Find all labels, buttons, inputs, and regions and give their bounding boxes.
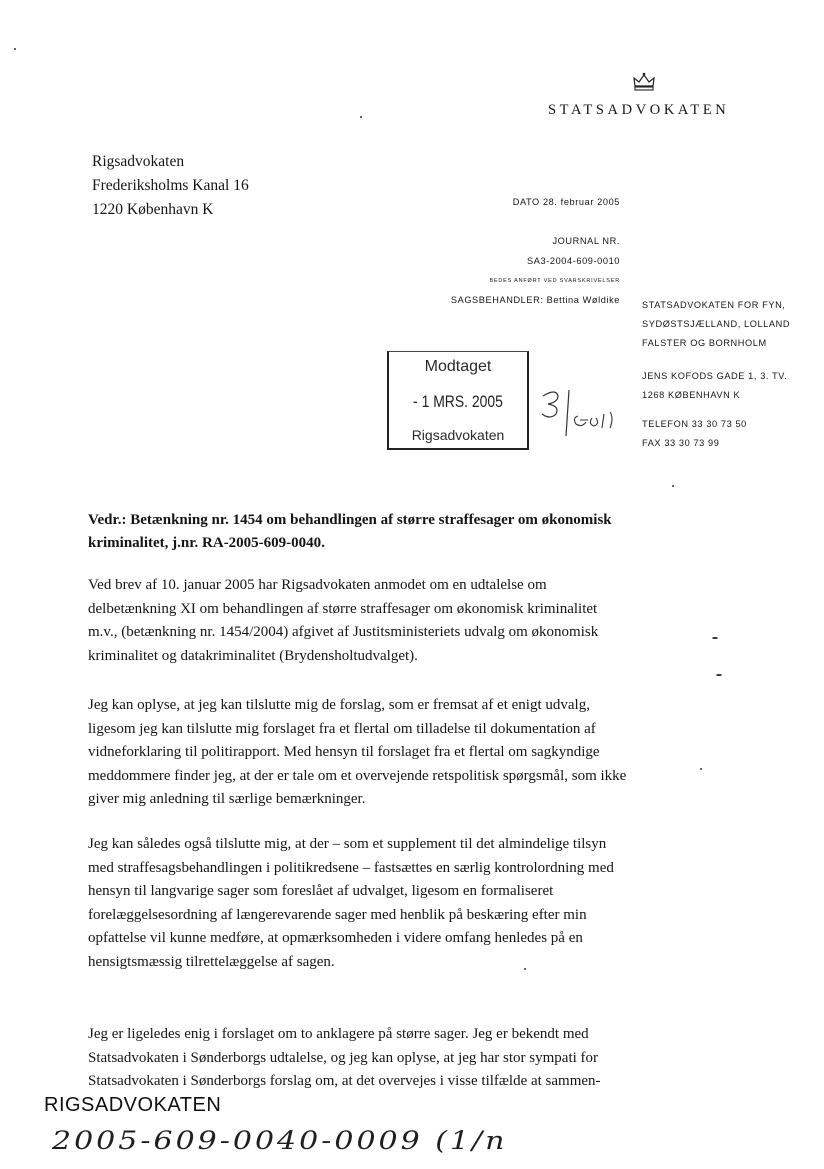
recipient-address [92,150,249,222]
stamp-org: Rigsadvokaten [411,427,505,443]
office-info [642,296,790,453]
office-line: SYDØSTSJÆLLAND, LOLLAND [642,318,791,329]
office-fax: FAX 33 30 73 99 [642,437,720,448]
scan-speck [700,768,702,770]
body-paragraph: Jeg kan oplyse, at jeg kan tilslutte mig de forslag, som er fremsat af et enigt udvalg, ligesom jeg kan tilslutte mig forslaget fra et flertal om tilladelse til dokumentation af vidneforklaring til politirapport. Med hensyn til forslaget fra et flertal om sagkyndige meddommere finder jeg, at der er tale om et overvejende retspolitisk spørgsmål, som ikke giver mig anledning til særlige bemærkninger. [88,697,627,808]
case-officer: SAGSBEHANDLER: Bettina Wøldike [450,295,620,305]
letterhead-brand: STATSADVOKATEN [548,102,730,118]
stamp-date: - 1 MRS. 2005 [413,392,503,411]
recipient-line: Frederiksholms Kanal 16 [92,177,249,194]
office-line: FALSTER OG BORNHOLM [642,337,767,348]
scan-speck [14,48,16,50]
scan-speck [360,116,362,118]
office-phone: TELEFON 33 30 73 50 [642,418,747,429]
recipient-line: Rigsadvokaten [92,153,185,170]
letter-subject: Vedr.: Betænkning nr. 1454 om behandlingen af større straffesager om økonomisk kriminalitet, j.nr. RA-2005-609-0040. [88,512,612,551]
office-address: 1268 KØBENHAVN K [642,390,741,401]
office-line: STATSADVOKATEN FOR FYN, [642,300,786,310]
body-paragraph: Ved brev af 10. januar 2005 har Rigsadvokaten anmodet om en udtalelse om delbetænkning XI om behandlingen af større straffesager om økonomisk kriminalitet m.v., (betænkning nr. 1454/2004) afgivet af Justitsministeriets udvalg om økonomisk kriminalitet og datakriminalitet (Brydensholtudvalget). [88,577,599,664]
scan-speck [672,485,674,487]
handwritten-mark-icon [538,388,648,448]
crown-emblem-icon [632,72,656,94]
journal-number: SA3-2004-609-0010 [527,256,620,266]
received-stamp [387,351,529,450]
office-address: JENS KOFODS GADE 1, 3. TV. [642,371,788,382]
stamp-title: Modtaget [424,358,492,375]
journal-label: JOURNAL NR. [552,236,620,246]
scan-speck [524,968,526,970]
body-paragraph: Jeg er ligeledes enig i forslaget om to anklagere på større sager. Jeg er bekendt med Statsadvokaten i Sønderborgs udtalelse, og jeg kan oplyse, at jeg har stor sympati for Statsadvokaten i Sønderborgs forslag om, at det overvejes i visse tilfælde at sammen- [88,1026,601,1090]
footer-handwritten-number: 2005-609-0040-0009 (1/n [52,1126,508,1156]
scan-speck [716,674,722,676]
reference-note: BEDES ANFØRT VED SVARSKRIVELSER [489,278,620,284]
footer-stamp-title: RIGSADVOKATEN [44,1094,222,1116]
recipient-line: 1220 København K [92,201,214,218]
scan-speck [712,637,718,639]
date-field: DATO 28. februar 2005 [512,197,620,207]
body-paragraph: Jeg kan således også tilslutte mig, at der – som et supplement til det almindelige tilsyn med straffesagsbehandlingen i politikredsene – fastsættes en særlig kontrolordning med hensyn til langvarige sager som foreslået af udvalget, ligesom en formaliseret forelæggelsesordning af længerevarende sager med henblik på beskæring efter min opfattelse vil kunne medføre, at opmærksomheden i videre omfang henledes på en hensigtsmæssig tilrettelæggelse af sagen. [88,836,614,970]
